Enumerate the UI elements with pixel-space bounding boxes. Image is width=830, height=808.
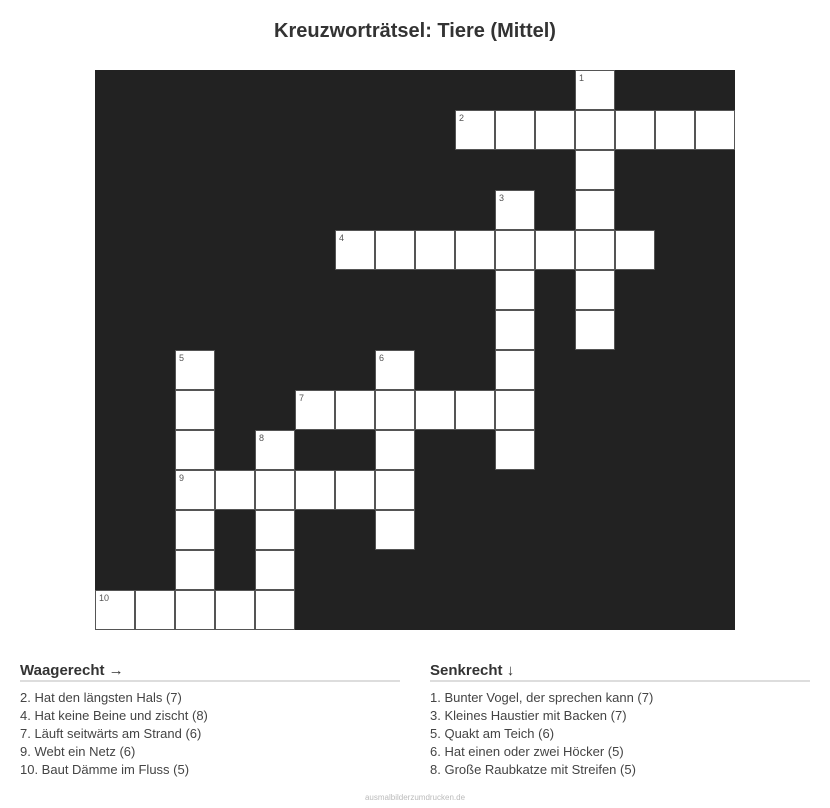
clue-number: 10 [99,593,110,603]
down-heading: Senkrecht ↓ [430,662,810,682]
down-clues-section [430,662,810,779]
crossword-cell[interactable] [495,270,535,310]
crossword-cell[interactable] [415,390,455,430]
crossword-cell[interactable] [135,590,175,630]
clue-number: 7 [299,393,305,403]
crossword-cell[interactable] [335,470,375,510]
down-clue: 6. Hat einen oder zwei Höcker (5) [430,744,624,759]
crossword-cell[interactable] [175,510,215,550]
crossword-cell[interactable] [495,190,535,230]
crossword-cell[interactable] [255,470,295,510]
crossword-cell[interactable] [575,110,615,150]
crossword-cell[interactable] [375,390,415,430]
clue-number: 3 [499,193,505,203]
crossword-cell[interactable] [255,550,295,590]
crossword-cell[interactable] [575,270,615,310]
crossword-cell[interactable] [495,110,535,150]
crossword-cell[interactable] [375,510,415,550]
crossword-cell[interactable] [375,470,415,510]
crossword-cell[interactable] [455,230,495,270]
down-clue: 8. Große Raubkatze mit Streifen (5) [430,762,636,777]
down-clue: 3. Kleines Haustier mit Backen (7) [430,708,627,723]
crossword-cell[interactable] [695,110,735,150]
down-clue: 5. Quakt am Teich (6) [430,726,555,741]
crossword-cell[interactable] [375,430,415,470]
across-clue: 10. Baut Dämme im Fluss (5) [20,762,190,777]
crossword-cell[interactable] [415,230,455,270]
crossword-cell[interactable] [575,230,615,270]
crossword-cell[interactable] [255,510,295,550]
crossword-cell[interactable] [495,310,535,350]
crossword-cell[interactable] [215,470,255,510]
crossword-cell[interactable] [175,430,215,470]
crossword-cell[interactable] [655,110,695,150]
crossword-cell[interactable] [175,470,215,510]
crossword-cell[interactable] [255,590,295,630]
crossword-cell[interactable] [455,110,495,150]
crossword-cell[interactable] [615,230,655,270]
clue-number: 2 [459,113,465,123]
crossword-cell[interactable] [215,590,255,630]
footer-credit: ausmalbilderzumdrucken.de [364,793,466,802]
puzzle-title: Kreuzworträtsel: Tiere (Mittel) [274,20,556,42]
across-heading: Waagerecht → [20,662,400,682]
crossword-cell[interactable] [495,430,535,470]
clue-number: 6 [379,353,385,363]
crossword-cell[interactable] [495,350,535,390]
crossword-cell[interactable] [575,190,615,230]
crossword-cell[interactable] [495,230,535,270]
across-clue: 2. Hat den längsten Hals (7) [20,690,182,705]
crossword-cell[interactable] [615,110,655,150]
crossword-cell[interactable] [175,350,215,390]
crossword-cell[interactable] [175,390,215,430]
crossword-cell[interactable] [255,430,295,470]
crossword-cell[interactable] [335,390,375,430]
clue-number: 1 [579,73,585,83]
crossword-cell[interactable] [175,550,215,590]
across-clue: 9. Webt ein Netz (6) [20,744,136,759]
crossword-cell[interactable] [535,230,575,270]
crossword-cell[interactable] [295,470,335,510]
across-clue: 4. Hat keine Beine und zischt (8) [20,708,208,723]
crossword-cell[interactable] [375,230,415,270]
crossword-grid [95,70,735,630]
crossword-cell[interactable] [575,310,615,350]
crossword-cell[interactable] [335,230,375,270]
across-clue: 7. Läuft seitwärts am Strand (6) [20,726,202,741]
crossword-cell[interactable] [95,590,135,630]
down-clue: 1. Bunter Vogel, der sprechen kann (7) [430,690,654,705]
crossword-cell[interactable] [535,110,575,150]
across-clues-section [20,662,400,779]
crossword-cell[interactable] [375,350,415,390]
clue-number: 4 [339,233,345,243]
crossword-cell[interactable] [575,150,615,190]
clue-number: 8 [259,433,265,443]
crossword-cell[interactable] [295,390,335,430]
crossword-cell[interactable] [175,590,215,630]
crossword-cell[interactable] [575,70,615,110]
crossword-cell[interactable] [455,390,495,430]
clue-number: 9 [179,473,185,483]
clue-number: 5 [179,353,185,363]
crossword-cell[interactable] [495,390,535,430]
